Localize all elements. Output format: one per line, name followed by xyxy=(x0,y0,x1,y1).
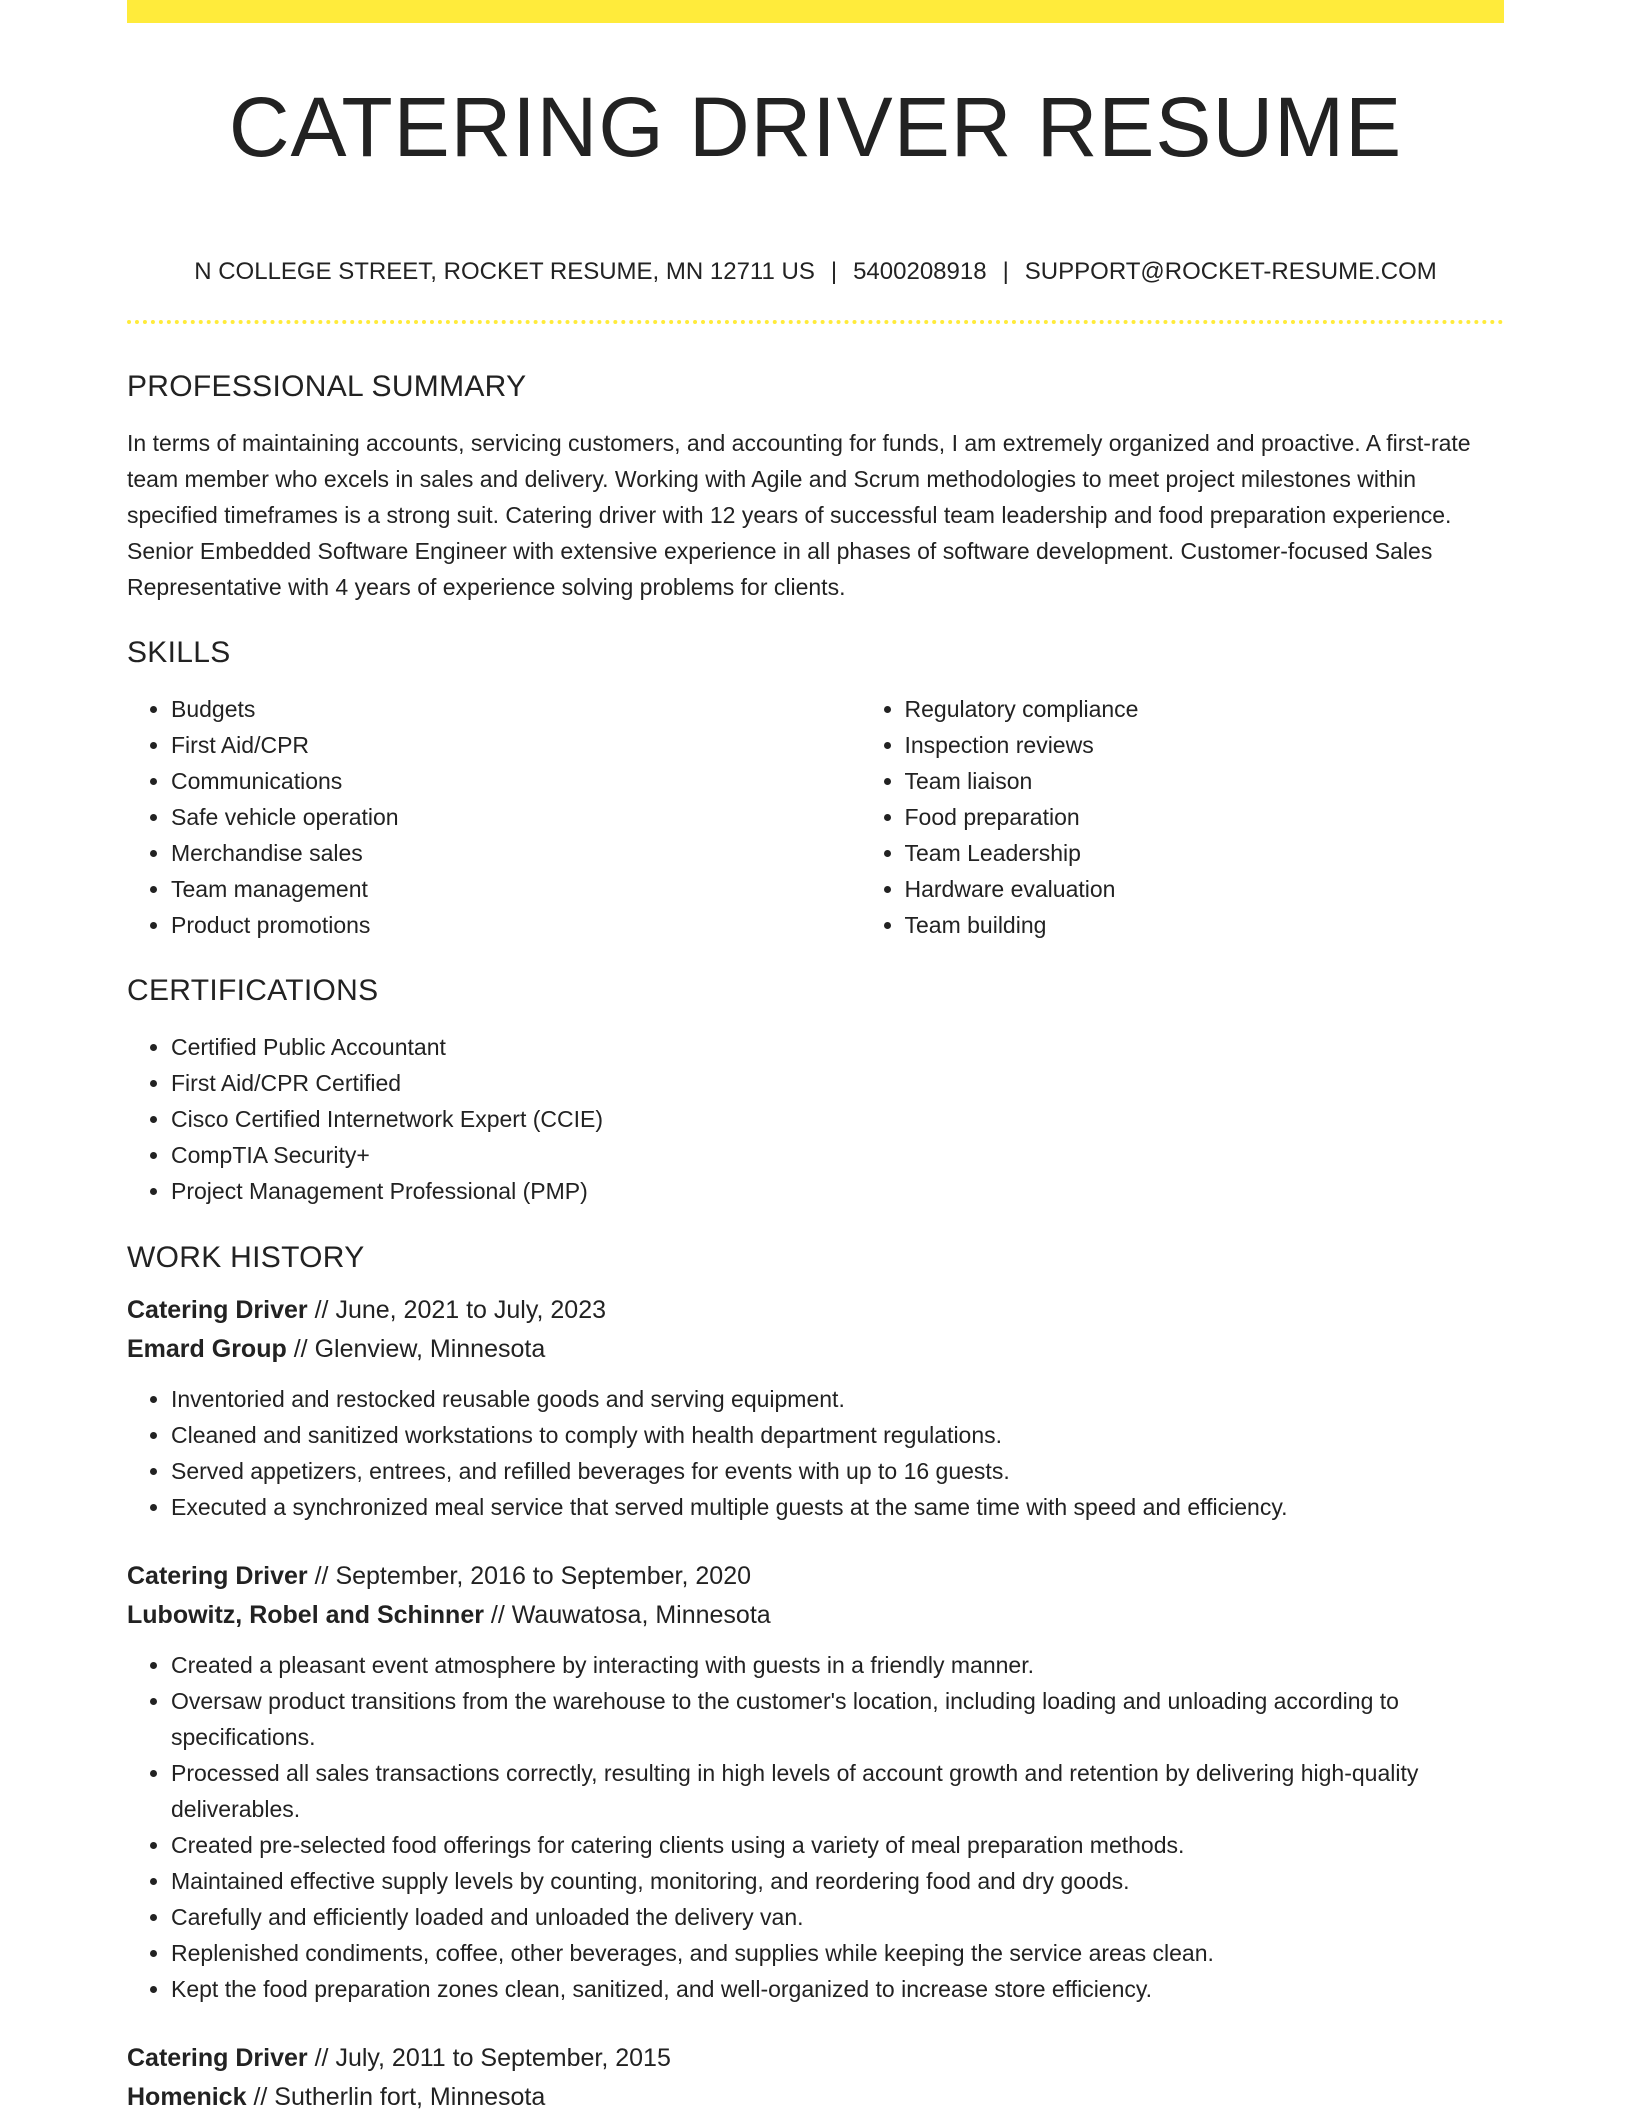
job-company-line xyxy=(127,2078,1504,2117)
job-dates: September, 2016 to September, 2020 xyxy=(335,1562,752,1590)
job-bullet: • Replenished condiments, coffee, other beverages, and supplies while keeping the service areas clean. xyxy=(171,1935,1504,1971)
skills-heading: SKILLS xyxy=(127,636,231,669)
skill-item: • Regulatory compliance xyxy=(905,691,1594,727)
job-bullet: • Carefully and efficiently loaded and unloaded the delivery van. xyxy=(171,1899,1504,1935)
job-title-line xyxy=(127,1557,1504,1596)
summary-section xyxy=(127,372,1504,605)
job-separator: // xyxy=(490,1601,505,1629)
skills-list-left xyxy=(127,691,860,943)
job-bullet: • Oversaw product transitions from the warehouse to the customer's location, including loading and unloading according to specifications. xyxy=(171,1683,1504,1755)
summary-heading: PROFESSIONAL SUMMARY xyxy=(127,370,527,403)
job-title: Catering Driver xyxy=(127,2044,308,2072)
job-company: Lubowitz, Robel and Schinner xyxy=(127,1601,484,1629)
work-history-section xyxy=(127,1243,1504,2117)
job-separator: // xyxy=(314,1296,329,1324)
job-bullet: • Inventoried and restocked reusable goods and serving equipment. xyxy=(171,1381,1504,1417)
certification-item: • Project Management Professional (PMP) xyxy=(171,1173,1504,1209)
skills-columns xyxy=(127,691,1504,943)
skill-item: • Communications xyxy=(171,763,860,799)
job-title-line xyxy=(127,2039,1504,2078)
job-entry xyxy=(127,1291,1504,1525)
skills-section xyxy=(127,638,1504,943)
job-bullet: • Served appetizers, entrees, and refilled beverages for events with up to 16 guests. xyxy=(171,1453,1504,1489)
contact-email[interactable]: SUPPORT@ROCKET-RESUME.COM xyxy=(1024,258,1437,285)
job-bullet: • Maintained effective supply levels by counting, monitoring, and reordering food and dry goods. xyxy=(171,1863,1504,1899)
job-title: Catering Driver xyxy=(127,1296,308,1324)
job-company: Homenick xyxy=(127,2083,247,2111)
job-dates: July, 2011 to September, 2015 xyxy=(335,2044,671,2072)
skill-item: • Food preparation xyxy=(905,799,1594,835)
contact-address: N COLLEGE STREET, ROCKET RESUME, MN 12711 US xyxy=(194,258,815,285)
skill-item: • Product promotions xyxy=(171,907,860,943)
job-title-line xyxy=(127,1291,1504,1330)
skills-list-right xyxy=(860,691,1594,943)
job-company-line xyxy=(127,1596,1504,1635)
job-entry xyxy=(127,1557,1504,2007)
certification-item: • Cisco Certified Internetwork Expert (CCIE) xyxy=(171,1101,1504,1137)
job-bullet: • Processed all sales transactions correctly, resulting in high levels of account growth and retention by delivering high-quality deliverables. xyxy=(171,1755,1504,1827)
skill-item: • Inspection reviews xyxy=(905,727,1594,763)
dotted-divider xyxy=(127,320,1504,324)
skill-item: • Hardware evaluation xyxy=(905,871,1594,907)
skill-item: • Merchandise sales xyxy=(171,835,860,871)
contact-line xyxy=(127,260,1504,290)
job-bullet: • Kept the food preparation zones clean, sanitized, and well-organized to increase store efficiency. xyxy=(171,1971,1504,2007)
work-history-heading: WORK HISTORY xyxy=(127,1241,365,1274)
job-company: Emard Group xyxy=(127,1335,287,1363)
job-location: Sutherlin fort, Minnesota xyxy=(274,2083,546,2111)
job-location: Wauwatosa, Minnesota xyxy=(511,1601,771,1629)
skill-item: • Budgets xyxy=(171,691,860,727)
job-separator: // xyxy=(314,2044,329,2072)
skill-item: • Team liaison xyxy=(905,763,1594,799)
certifications-list xyxy=(127,1029,1504,1209)
job-bullet: • Executed a synchronized meal service that served multiple guests at the same time with speed and efficiency. xyxy=(171,1489,1504,1525)
job-bullets xyxy=(127,1647,1504,2007)
job-dates: June, 2021 to July, 2023 xyxy=(335,1296,607,1324)
job-entry xyxy=(127,2039,1504,2117)
certifications-heading: CERTIFICATIONS xyxy=(127,974,379,1007)
resume-page xyxy=(127,0,1504,2117)
certification-item: • First Aid/CPR Certified xyxy=(171,1065,1504,1101)
certifications-section xyxy=(127,976,1504,1209)
contact-phone: 5400208918 xyxy=(853,258,987,285)
skill-item: • Team building xyxy=(905,907,1594,943)
job-company-line xyxy=(127,1330,1504,1369)
job-separator: // xyxy=(314,1562,329,1590)
certification-item: • CompTIA Security+ xyxy=(171,1137,1504,1173)
job-bullet: • Cleaned and sanitized workstations to comply with health department regulations. xyxy=(171,1417,1504,1453)
resume-title: CATERING DRIVER RESUME xyxy=(228,80,1403,174)
header-accent-bar xyxy=(127,0,1504,23)
skill-item: • Team management xyxy=(171,871,860,907)
skill-item: • Team Leadership xyxy=(905,835,1594,871)
skill-item: • First Aid/CPR xyxy=(171,727,860,763)
skill-item: • Safe vehicle operation xyxy=(171,799,860,835)
job-location: Glenview, Minnesota xyxy=(314,1335,546,1363)
contact-separator: | xyxy=(1002,258,1009,285)
certification-item: • Certified Public Accountant xyxy=(171,1029,1504,1065)
job-separator: // xyxy=(253,2083,268,2111)
contact-separator: | xyxy=(830,258,838,285)
job-bullets xyxy=(127,1381,1504,1525)
job-bullet: • Created a pleasant event atmosphere by interacting with guests in a friendly manner. xyxy=(171,1647,1504,1683)
summary-text: In terms of maintaining accounts, servicing customers, and accounting for funds, I am extremely organized and proactive. A first-rate team member who excels in sales and delivery. Working with Agile and Scrum methodologies to meet project milestones within specified timeframes is a strong suit. Catering driver with 12 years of successful team leadership and food preparation experience. Senior Embedded Software Engineer with extensive experience in all phases of software development. Customer-focused Sales Representative with 4 years of experience solving problems for clients. xyxy=(127,430,1471,600)
job-title: Catering Driver xyxy=(127,1562,308,1590)
job-separator: // xyxy=(293,1335,308,1363)
job-bullet: • Created pre-selected food offerings for catering clients using a variety of meal preparation methods. xyxy=(171,1827,1504,1863)
